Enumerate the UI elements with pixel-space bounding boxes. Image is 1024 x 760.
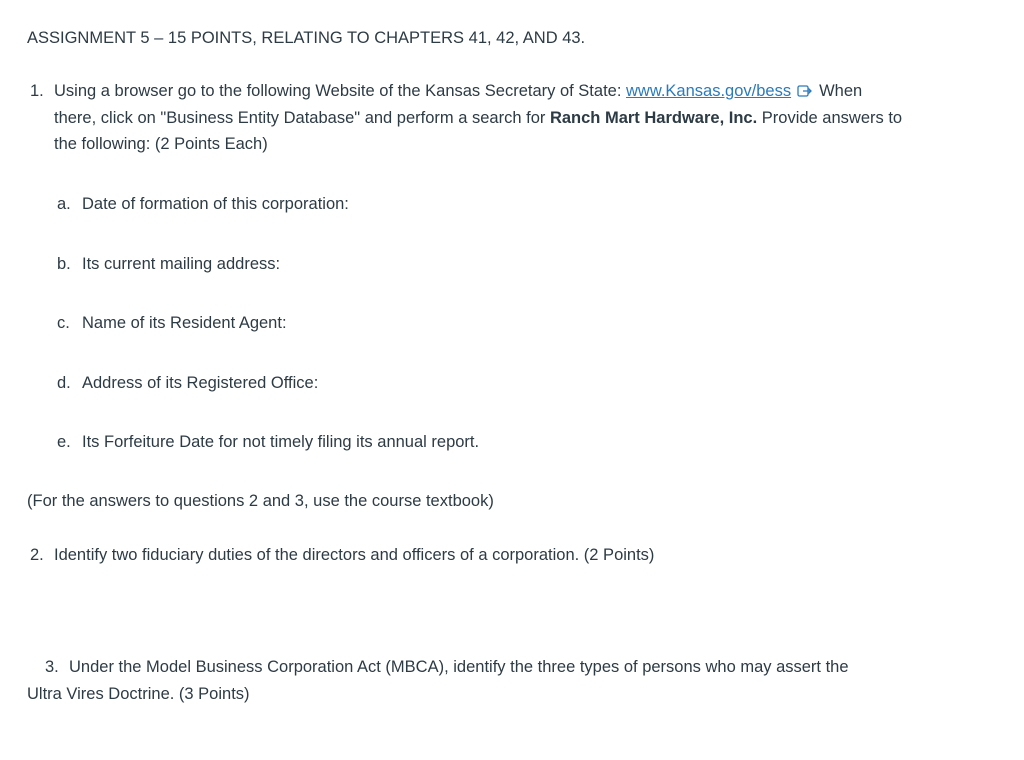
external-link-icon[interactable] (797, 84, 813, 98)
sub-item-c (57, 314, 287, 333)
sub-item-text: Name of its Resident Agent: (82, 314, 287, 332)
sub-item-letter: e. (57, 433, 71, 451)
question-2-text: Identify two fiduciary duties of the directors and officers of a corporation. (2 Points) (54, 546, 655, 564)
question-1-line-2 (54, 109, 902, 128)
sub-item-letter: c. (57, 314, 70, 332)
sub-item-b (57, 255, 280, 274)
question-1-line-2-post: Provide answers to (757, 109, 903, 127)
question-3-text: Under the Model Business Corporation Act (MBCA), identify the three types of persons who may assert the (69, 658, 849, 676)
sub-item-d (57, 374, 318, 393)
question-1-text-pre: Using a browser go to the following Website of the Kansas Secretary of State: (54, 82, 626, 100)
question-3-number: 3. (45, 658, 59, 676)
question-1-line-3: the following: (2 Points Each) (54, 135, 268, 153)
sub-item-letter: d. (57, 374, 71, 392)
sub-item-text: Address of its Registered Office: (82, 374, 319, 392)
question-3-line-2: Ultra Vires Doctrine. (3 Points) (27, 685, 250, 703)
question-1-text-post: When (819, 82, 863, 100)
sub-item-letter: a. (57, 195, 71, 213)
question-3-line-1 (45, 658, 849, 677)
textbook-note: (For the answers to questions 2 and 3, use the course textbook) (27, 492, 494, 510)
sub-item-e (57, 433, 479, 452)
assignment-title: ASSIGNMENT 5 – 15 POINTS, RELATING TO CHAPTERS 41, 42, AND 43. (27, 29, 586, 47)
sub-item-letter: b. (57, 255, 71, 273)
question-2 (30, 546, 654, 565)
question-1-line-2-text: there, click on "Business Entity Database" and perform a search for (54, 109, 550, 127)
sub-item-a (57, 195, 349, 214)
question-2-number: 2. (30, 546, 44, 564)
sub-item-text: Its Forfeiture Date for not timely filing its annual report. (82, 433, 480, 451)
sub-item-text: Its current mailing address: (82, 255, 281, 273)
question-1-number: 1. (30, 82, 44, 100)
question-1-line-1 (30, 82, 862, 101)
sub-item-text: Date of formation of this corporation: (82, 195, 349, 213)
kansas-bess-link[interactable]: www.Kansas.gov/bess (626, 82, 792, 100)
company-name: Ranch Mart Hardware, Inc. (549, 109, 758, 127)
